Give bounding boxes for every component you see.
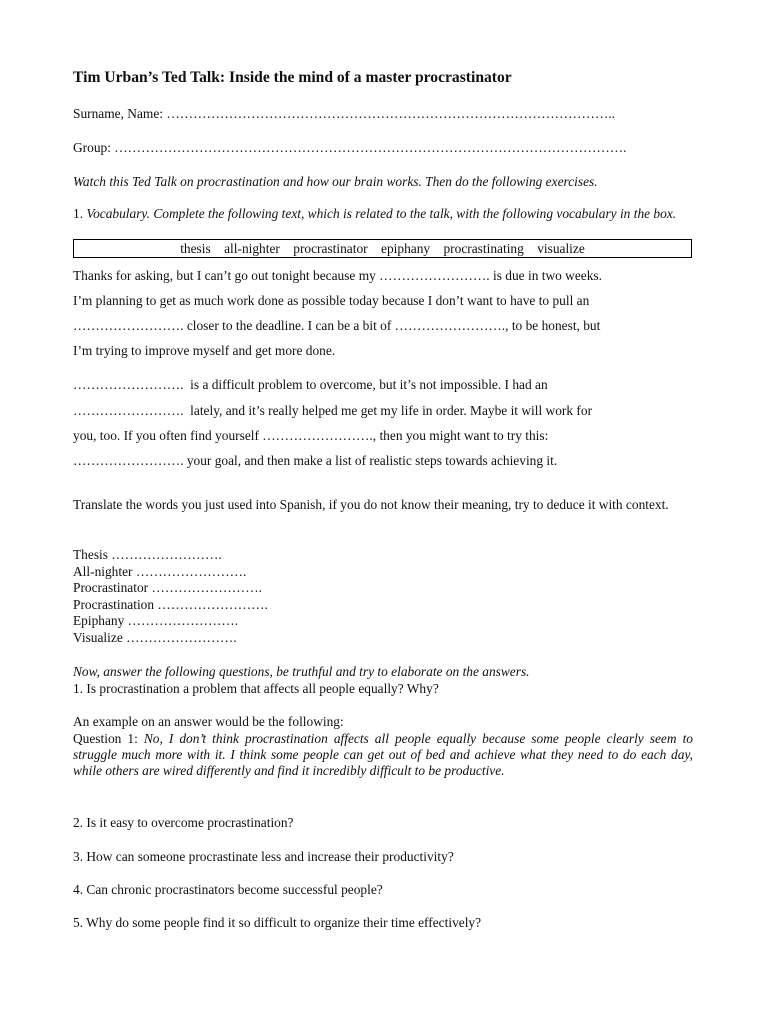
- question-5: 5. Why do some people find it so difficult to organize their time effectively?: [73, 915, 482, 930]
- passage-2-line: ……………………. lately, and it’s really helped me get my life in order. Maybe it will work for: [73, 403, 593, 418]
- translation-item[interactable]: All-nighter …………………….: [73, 564, 247, 579]
- translation-item[interactable]: Procrastinator …………………….: [73, 580, 262, 595]
- example-intro: An example on an answer would be the following:: [73, 714, 344, 729]
- exercise-1-number: 1.: [73, 206, 87, 221]
- question-4: 4. Can chronic procrastinators become successful people?: [73, 882, 383, 897]
- passage-1-line: I’m trying to improve myself and get more done.: [73, 343, 336, 358]
- passage-1-line: I’m planning to get as much work done as possible today because I don’t want to have to pull an: [73, 293, 590, 308]
- translation-item[interactable]: Visualize …………………….: [73, 630, 237, 645]
- example-answer-text: No, I don’t think procrastination affects all people equally because some people clearly seem to struggle much more with it. I think some people can get out of bed and achieve what they need to do each day, while others are wired differently and find it incredibly difficult to be productive.: [73, 731, 693, 778]
- translation-item[interactable]: Epiphany …………………….: [73, 613, 239, 628]
- page-title: Tim Urban’s Ted Talk: Inside the mind of a master procrastinator: [73, 69, 512, 86]
- question-1: 1. Is procrastination a problem that affects all people equally? Why?: [73, 681, 439, 696]
- exercise-1-instruction: [73, 206, 693, 222]
- group-field[interactable]: Group: …………………………………………………………………………………………………….: [73, 140, 627, 155]
- passage-2-line: you, too. If you often find yourself ……………………., then you might want to try this:: [73, 428, 549, 443]
- vocabulary-box: thesis all-nighter procrastinator epiphany procrastinating visualize: [73, 239, 692, 258]
- exercise-1-text: Vocabulary. Complete the following text, which is related to the talk, with the following vocabulary in the box.: [86, 206, 677, 221]
- question-3: 3. How can someone procrastinate less and increase their productivity?: [73, 849, 454, 864]
- passage-2-line: ……………………. your goal, and then make a list of realistic steps towards achieving it.: [73, 453, 558, 468]
- surname-field[interactable]: Surname, Name: ………………………………………………………………………………………..: [73, 106, 615, 121]
- translation-item[interactable]: Thesis …………………….: [73, 547, 222, 562]
- question-2: 2. Is it easy to overcome procrastination?: [73, 815, 294, 830]
- translate-instruction: Translate the words you just used into Spanish, if you do not know their meaning, try to deduce it with context.: [73, 497, 669, 512]
- passage-1-line: ……………………. closer to the deadline. I can be a bit of ……………………., to be honest, but: [73, 318, 601, 333]
- example-label: Question 1:: [73, 731, 144, 746]
- example-answer: [73, 731, 693, 779]
- passage-1-line: Thanks for asking, but I can’t go out tonight because my ……………………. is due in two weeks.: [73, 268, 602, 283]
- translation-item[interactable]: Procrastination …………………….: [73, 597, 268, 612]
- passage-2-line: ……………………. is a difficult problem to overcome, but it’s not impossible. I had an: [73, 377, 548, 392]
- questions-instruction: Now, answer the following questions, be truthful and try to elaborate on the answers.: [73, 664, 530, 679]
- intro-instruction: Watch this Ted Talk on procrastination and how our brain works. Then do the following exercises.: [73, 174, 598, 189]
